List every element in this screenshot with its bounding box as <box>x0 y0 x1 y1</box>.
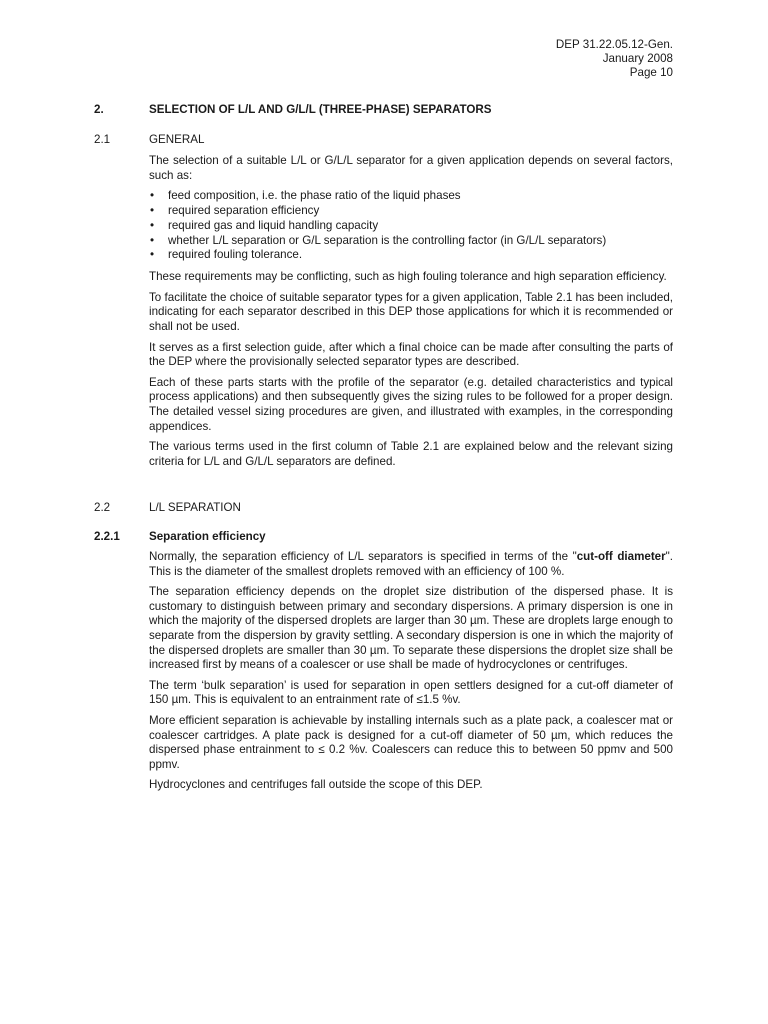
bullet-icon: • <box>150 248 155 262</box>
bullet-icon: • <box>150 203 155 217</box>
section-number: 2. <box>94 103 104 116</box>
paragraph: To facilitate the choice of suitable separator types for a given application, Table 2.1 has been included, indicating for each separator described in this DEP those applications for which it is recommended or shall not be used. <box>149 290 673 333</box>
section-title: L/L SEPARATION <box>149 501 241 514</box>
paragraph: These requirements may be conflicting, such as high fouling tolerance and high separation efficiency. <box>149 270 667 284</box>
list-item: • required gas and liquid handling capacity <box>150 218 379 232</box>
factor-list <box>149 189 673 263</box>
paragraph: It serves as a first selection guide, after which a final choice can be made after consulting the parts of the DEP where the provisionally selected separator types are described. <box>149 340 673 369</box>
section-number: 2.2 <box>94 501 111 514</box>
section-number: 2.1 <box>94 133 111 146</box>
section-title: SELECTION OF L/L AND G/L/L (THREE-PHASE) SEPARATORS <box>149 103 492 116</box>
list-item: • required separation efficiency <box>150 203 320 217</box>
bullet-icon: • <box>150 218 155 232</box>
paragraph: The term ‘bulk separation’ is used for separation in open settlers designed for a cut-off diameter of 150 µm. This is equivalent to an entrainment rate of ≤1.5 %v. <box>149 678 673 707</box>
bullet-icon: • <box>150 189 155 203</box>
section-title: GENERAL <box>149 133 205 146</box>
intro-paragraph: The selection of a suitable L/L or G/L/L separator for a given application depends on several factors, such as: <box>149 154 673 182</box>
section-2-1-body <box>149 154 673 475</box>
paragraph: The various terms used in the first column of Table 2.1 are explained below and the relevant sizing criteria for L/L and G/L/L separators are defined. <box>149 440 673 468</box>
doc-id: DEP 31.22.05.12-Gen. <box>555 38 673 51</box>
bullet-icon: • <box>150 233 155 247</box>
section-number: 2.2.1 <box>94 530 120 543</box>
list-item: • feed composition, i.e. the phase ratio of the liquid phases <box>150 189 461 203</box>
paragraph: The separation efficiency depends on the droplet size distribution of the dispersed phase. It is customary to distinguish between primary and secondary dispersions. A primary dispersion is one in which the majority of the dispersed droplets are larger than 30 µm. These are droplets large enough to separate from the dispersion by gravity settling. A secondary dispersion is one in which the majority of the dispersed droplets are smaller than 30 µm. To separate these dispersions the droplet size shall be increased first by means of a coalescer or use shall be made of hydrocyclones or centrifuges. <box>149 585 673 672</box>
paragraph: More efficient separation is achievable by installing internals such as a plate pack, a coalescer mat or coalescer cartridges. A plate pack is designed for a cut-off diameter of 50 µm, which reduces the dispersed phase entrainment to ≤ 0.2 %v. Coalescers can reduce this to between 50 ppmv and 500 ppmv. <box>149 713 673 771</box>
page-header <box>556 38 673 80</box>
paragraph: Hydrocyclones and centrifuges fall outside the scope of this DEP. <box>149 778 483 792</box>
paragraph: Each of these parts starts with the profile of the separator (e.g. detailed characteristics and typical process applications) and then subsequently gives the sizing rules to be followed for a proper design. The detailed vessel sizing procedures are given, and illustrated with examples, in the corresponding appendices. <box>149 375 673 433</box>
cut-off-paragraph: Normally, the separation efficiency of L/L separators is specified in terms of the "cut-off diameter". This is the diameter of the smallest droplets removed with an efficiency of 100 %. <box>149 550 673 578</box>
page-number: Page 10 <box>629 66 673 79</box>
list-item: • required fouling tolerance. <box>150 248 303 262</box>
section-title: Separation efficiency <box>149 530 266 543</box>
list-item: • whether L/L separation or G/L separation is the controlling factor (in G/L/L separators) <box>150 233 607 247</box>
doc-date: January 2008 <box>602 52 673 65</box>
section-2-2-1-body <box>149 550 673 799</box>
cut-off-term: cut-off diameter <box>576 550 666 563</box>
